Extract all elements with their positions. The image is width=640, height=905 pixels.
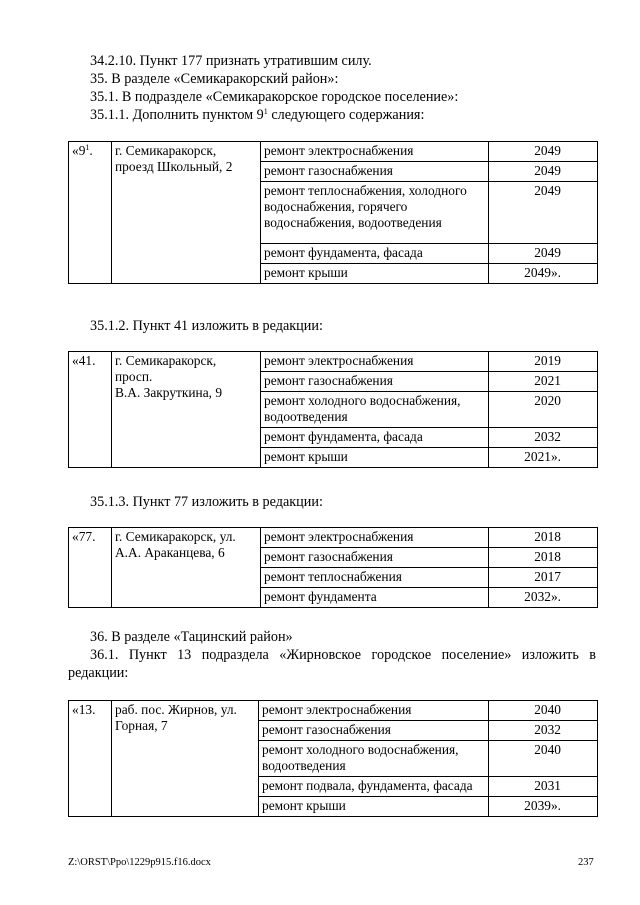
table-item-77	[68, 527, 598, 608]
work-year: 2032».	[489, 588, 598, 608]
work-year: 2018	[489, 528, 598, 548]
superscript: 1	[263, 107, 268, 116]
work-type: ремонт теплоснабжения, холодного водоснабжения, горячего водоснабжения, водоотведения	[261, 182, 489, 244]
work-type: ремонт фундамента	[261, 588, 489, 608]
work-year: 2039».	[489, 797, 598, 817]
paragraph-35-1: 35.1. В подразделе «Семикаракорское городское поселение»:	[90, 89, 459, 105]
work-year: 2017	[489, 568, 598, 588]
work-year: 2018	[489, 548, 598, 568]
work-year: 2019	[489, 352, 598, 372]
work-type: ремонт газоснабжения	[261, 548, 489, 568]
work-type: ремонт газоснабжения	[261, 372, 489, 392]
work-type: ремонт фундамента, фасада	[261, 428, 489, 448]
table-row	[69, 352, 598, 372]
item-address: раб. пос. Жирнов, ул. Горная, 7	[112, 701, 259, 817]
table-row	[69, 528, 598, 548]
work-year: 2049	[489, 244, 598, 264]
work-type: ремонт теплоснабжения	[261, 568, 489, 588]
work-year: 2020	[489, 392, 598, 428]
table-item-41	[68, 351, 598, 468]
work-type: ремонт электроснабжения	[261, 352, 489, 372]
work-type: ремонт крыши	[259, 797, 489, 817]
work-type: ремонт фундамента, фасада	[261, 244, 489, 264]
table-item-9-1	[68, 141, 598, 284]
paragraph-35: 35. В разделе «Семикаракорский район»:	[90, 71, 339, 87]
work-year: 2049	[489, 162, 598, 182]
work-year: 2049».	[489, 264, 598, 284]
item-number: «41.	[69, 352, 112, 468]
paragraph-35-1-1	[90, 106, 596, 124]
work-type: ремонт электроснабжения	[259, 701, 489, 721]
paragraph-36: 36. В разделе «Тацинский район»	[90, 629, 293, 645]
work-type: ремонт холодного водоснабжения, водоотведения	[261, 392, 489, 428]
item-number: «77.	[69, 528, 112, 608]
paragraph-35-1-3: 35.1.3. Пункт 77 изложить в редакции:	[90, 494, 323, 510]
work-year: 2021».	[489, 448, 598, 468]
footer-page-number: 237	[578, 857, 594, 868]
work-type: ремонт газоснабжения	[261, 162, 489, 182]
item-number: «$9^1$.	[69, 142, 112, 284]
work-year: 2049	[489, 182, 598, 244]
work-year: 2021	[489, 372, 598, 392]
work-type: ремонт электроснабжения	[261, 142, 489, 162]
item-address: г. Семикаракорск, ул. А.А. Араканцева, 6	[112, 528, 261, 608]
work-type: ремонт электроснабжения	[261, 528, 489, 548]
item-number: «13.	[69, 701, 112, 817]
table-row	[69, 701, 598, 721]
work-year: 2040	[489, 701, 598, 721]
paragraph-34-2-10: 34.2.10. Пункт 177 признать утратившим силу.	[90, 53, 372, 69]
work-year: 2049	[489, 142, 598, 162]
paragraph-35-1-1-text-end: следующего содержания:	[267, 107, 425, 123]
work-type: ремонт крыши	[261, 264, 489, 284]
work-year: 2040	[489, 741, 598, 777]
work-year: 2032	[489, 721, 598, 741]
paragraph-36-1: 36.1. Пункт 13 подраздела «Жирновское городское поселение» изложить в редакции:	[68, 647, 596, 681]
work-type: ремонт крыши	[261, 448, 489, 468]
work-year: 2031	[489, 777, 598, 797]
footer-file-path: Z:\ORST\Ppo\1229p915.f16.docx	[68, 857, 211, 868]
item-address: г. Семикаракорск, просп. В.А. Закруткина, 9	[112, 352, 261, 468]
paragraph-35-1-2: 35.1.2. Пункт 41 изложить в редакции:	[90, 318, 323, 334]
table-item-13	[68, 700, 598, 817]
paragraph-35-1-1-text: 35.1.1. Дополнить пунктом 9	[90, 107, 264, 123]
table-row	[69, 142, 598, 162]
work-type: ремонт газоснабжения	[259, 721, 489, 741]
work-type: ремонт холодного водоснабжения, водоотведения	[259, 741, 489, 777]
work-year: 2032	[489, 428, 598, 448]
item-address: г. Семикаракорск, проезд Школьный, 2	[112, 142, 261, 284]
work-type: ремонт подвала, фундамента, фасада	[259, 777, 489, 797]
